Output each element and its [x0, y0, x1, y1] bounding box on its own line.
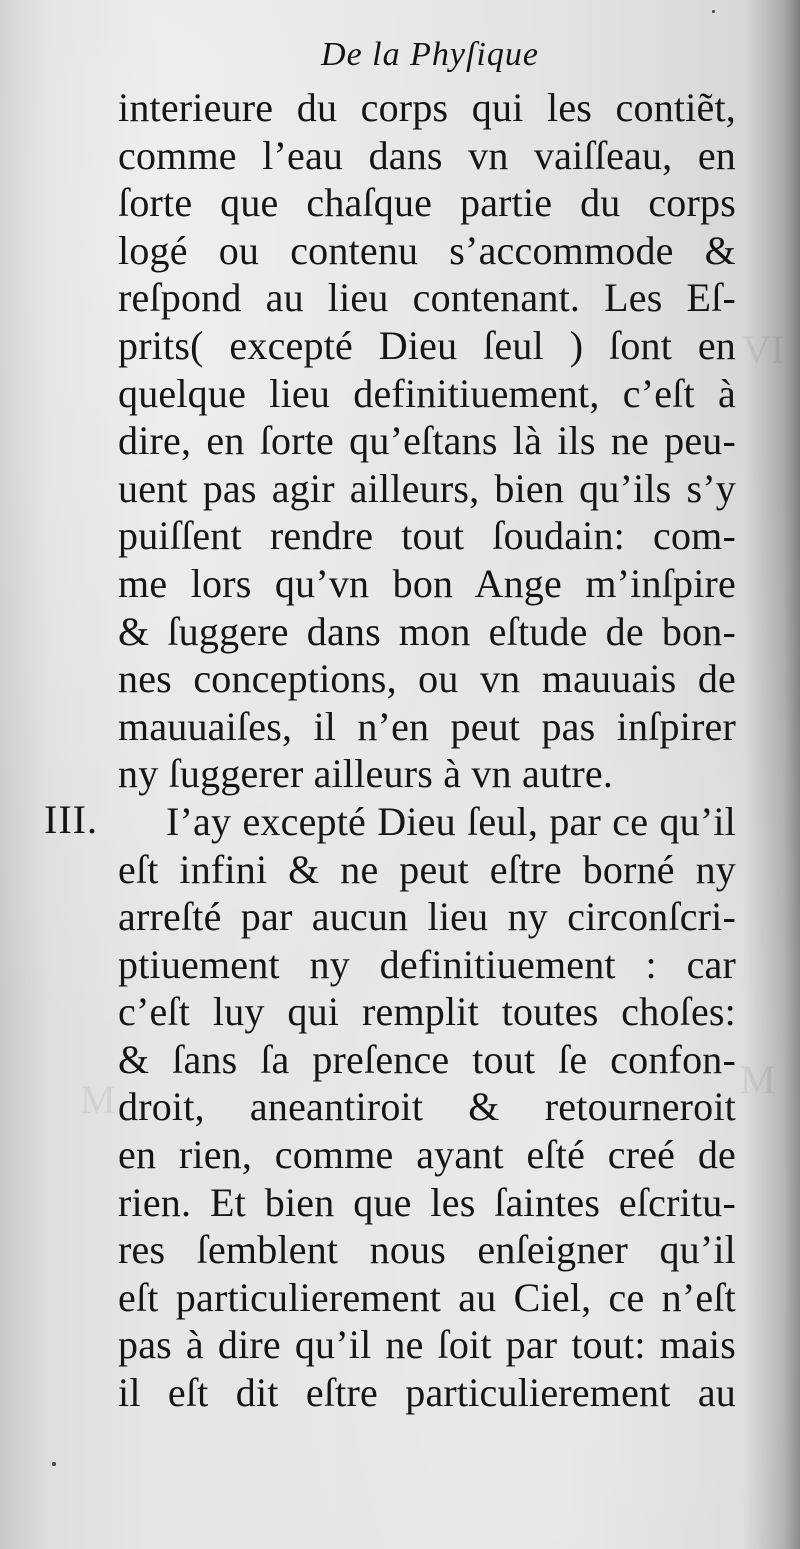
text-line: interieure du corps qui les contiẽt, [118, 85, 736, 130]
text-line: rien. Et bien que les ſaintes eſcritu- [118, 1179, 736, 1225]
text-line: comme l’eau dans vn vaiſſeau, en [118, 132, 736, 178]
paper-speck [52, 1462, 56, 1466]
show-through-mark: M [740, 1057, 776, 1102]
text-line: mauuaiſes, il n’en peut pas inſpirer [118, 703, 736, 749]
text-line: ptiuement ny definitiuement : car [118, 941, 736, 987]
text-line: res ſemblent nous enſeigner qu’il [118, 1227, 736, 1273]
text-line: I’ay excepté Dieu ſeul, par ce qu’il [166, 798, 736, 844]
text-line: eſt infini & ne peut eſtre borné ny [118, 846, 736, 892]
text-line: pas à dire qu’il ne ſoit par tout: mais [118, 1322, 736, 1368]
text-line: puiſſent rendre tout ſoudain: com- [118, 513, 736, 559]
section-number: III. [44, 797, 98, 842]
text-line: quelque lieu definitiuement, c’eſt à [118, 370, 736, 416]
text-line: il eſt dit eſtre particulierement au [118, 1370, 736, 1416]
body-text [118, 84, 736, 1417]
text-line: logé ou contenu s’accommode & [118, 227, 736, 273]
text-line: & ſans ſa preſence tout ſe confon- [118, 1036, 736, 1082]
text-line: me lors qu’vn bon Ange m’inſpire [118, 560, 736, 606]
paper-speck [712, 10, 715, 13]
text-line: dire, en ſorte qu’eſtans là ils ne peu- [118, 418, 736, 464]
show-through-mark: M [80, 1077, 116, 1122]
text-line: ſorte que chaſque partie du corps [118, 180, 736, 226]
text-line: uent pas agir ailleurs, bien qu’ils s’y [118, 465, 736, 511]
show-through-mark: VI [742, 327, 785, 372]
running-head: De la Phyſique [321, 36, 539, 73]
text-line: en rien, comme ayant eſté creé de [118, 1132, 736, 1178]
text-line: nes conceptions, ou vn mauuais de [118, 656, 736, 702]
text-line: droit, aneantiroit & retourneroit [118, 1084, 736, 1130]
text-line: ny ſuggerer ailleurs à vn autre. [118, 751, 614, 797]
text-line: & ſuggere dans mon eſtude de bon- [118, 608, 736, 654]
text-line: c’eſt luy qui remplit toutes choſes: [118, 989, 736, 1035]
text-line: arreſté par aucun lieu ny circonſcri- [118, 894, 736, 940]
text-line: eſt particulierement au Ciel, ce n’eſt [118, 1274, 736, 1320]
text-line: reſpond au lieu contenant. Les Eſ- [118, 275, 736, 321]
text-line: prits( excepté Dieu ſeul ) ſont en [118, 322, 736, 368]
